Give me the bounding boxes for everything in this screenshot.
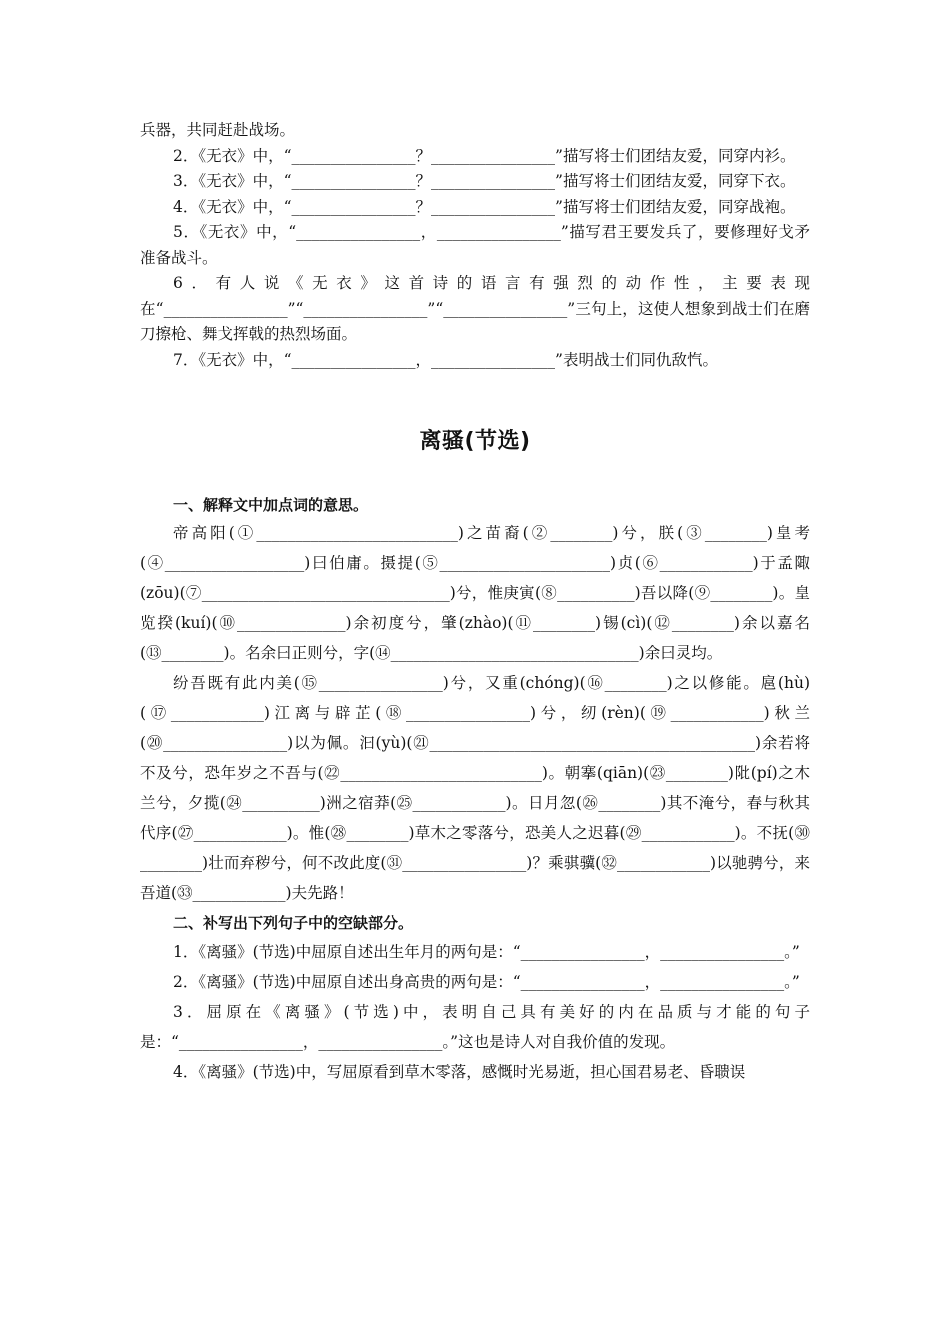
fill-item-1: 1．《离骚》(节选)中屈原自述出生年月的两句是：“________________，________________。” [173, 942, 800, 961]
question-3: 3．《无衣》中，“________________？________________”描写将士们团结友爱，同穿下衣。 [173, 172, 796, 190]
question-7: 7．《无衣》中，“________________，________________”表明战士们同仇敌忾。 [173, 350, 718, 369]
question-4: 4．《无衣》中，“________________？________________”描写将士们团结友爱，同穿战袍。 [173, 197, 796, 216]
section-title: 离骚(节选) [419, 429, 531, 454]
fill-item-4: 4．《离骚》(节选)中，写屈原看到草木零落，感慨时光易逝，担心国君易老、昏聩误 [173, 1062, 746, 1081]
section-2-heading: 二、补写出下列句子中的空缺部分。 [173, 914, 414, 932]
question-5: 5．《无衣》中，“________________，________________”描写君王要发兵了，要修理好戈矛准备战斗。 [140, 223, 810, 267]
question-1-tail: 兵器，共同赶赴战场。 [140, 121, 296, 139]
document-page [140, 118, 810, 1087]
passage-paragraph-1: 帝高阳(①__________________________)之苗裔(②________)兮，朕(③________)皇考(④__________________)曰伯庸。摄提(⑤______________________)贞(⑥____________)于孟陬(zōu)(⑦________________________________)兮，惟庚寅(⑧__________)吾以降(⑨________)。皇览揆(kuí)(⑩______________)余初度兮，肇(zhào)(⑪________)锡(cì)(⑫________)余以嘉名(⑬________)。名余曰正则兮，字(⑭________________________________)余曰灵均。 [140, 524, 810, 662]
question-6: 6．有人说《无衣》这首诗的语言有强烈的动作性，主要表现在“________________”“________________”“________________”三句上，这使人想象到战士们在磨刀擦枪、舞戈挥戟的热烈场面。 [140, 274, 810, 343]
question-2: 2．《无衣》中，“________________？________________”描写将士们团结友爱，同穿内衫。 [173, 146, 796, 165]
fill-item-2: 2．《离骚》(节选)中屈原自述出身高贵的两句是：“________________，________________。” [173, 972, 800, 991]
fill-item-3: 3．屈原在《离骚》(节选)中，表明自己具有美好的内在品质与才能的句子是：“________________，________________。”这也是诗人对自我价值的发现。 [140, 1002, 810, 1051]
section-1-heading: 一、解释文中加点词的意思。 [173, 495, 369, 514]
passage-paragraph-2: 纷吾既有此内美(⑮________________)兮，又重(chóng)(⑯________)之以修能。扈(hù)(⑰____________)江离与辟芷(⑱________________)兮，纫(rèn)(⑲____________)秋兰(⑳________________)以为佩。汩(yù)(㉑__________________________________________)余若将不及兮，恐年岁之不吾与(㉒__________________________)。朝搴(qiān)(㉓________)阰(pí)之木兰兮，夕揽(㉔__________)洲之宿莽(㉕____________)。日月忽(㉖________)其不淹兮，春与秋其代序(㉗____________)。惟(㉘________)草木之零落兮，恐美人之迟暮(㉙____________)。不抚(㉚________)壮而弃秽兮，何不改此度(㉛________________)？乘骐骥(㉜____________)以驰骋兮，来吾道(㉝____________)夫先路！ [140, 674, 810, 902]
